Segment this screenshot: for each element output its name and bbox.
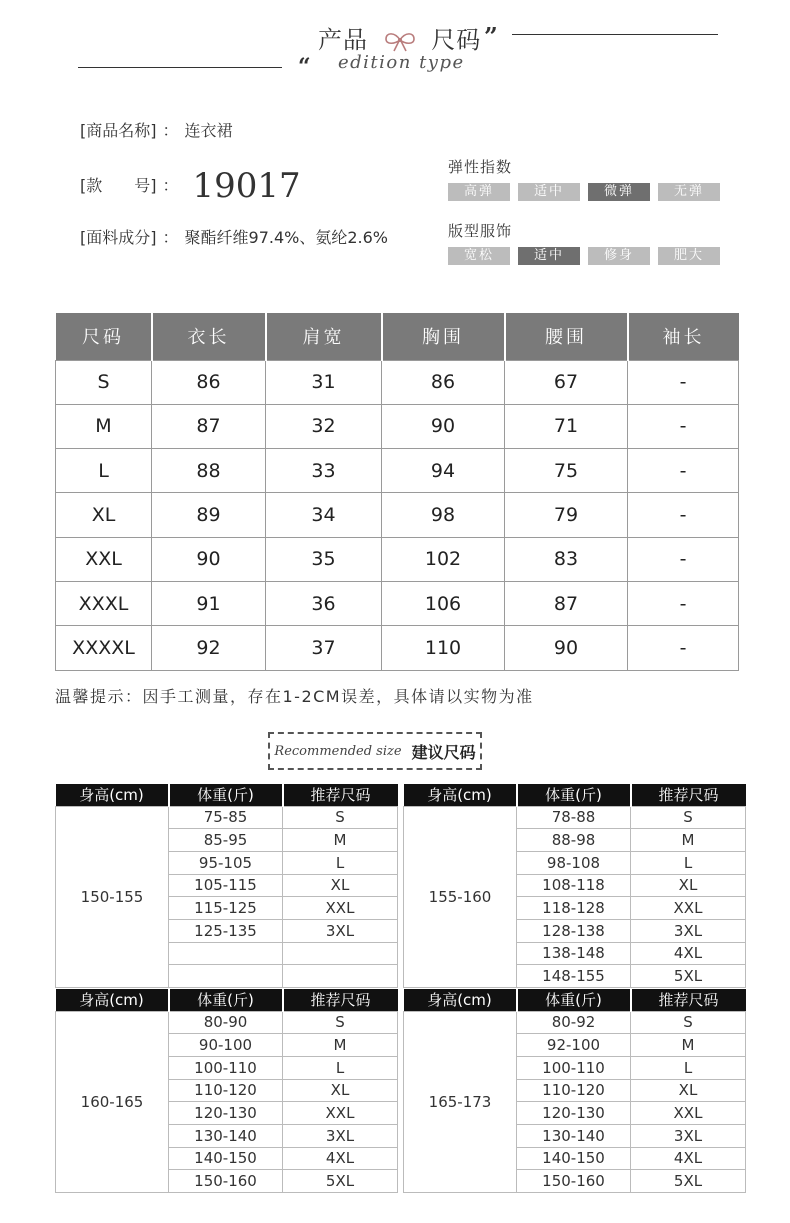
weight-range-cell: 128-138 [517, 919, 631, 942]
column-header: 体重(斤) [517, 784, 631, 806]
recommended-size-cell: XXL [631, 1102, 746, 1125]
recommended-size-cell: XXL [631, 897, 746, 920]
measurement-cell: 98 [382, 493, 505, 537]
separator: ： [162, 175, 179, 195]
table-row [56, 493, 739, 537]
weight-range-cell: 100-110 [517, 1056, 631, 1079]
recommended-size-cell: S [631, 1011, 746, 1034]
weight-range-cell: 115-125 [169, 897, 283, 920]
table-row [56, 404, 739, 448]
weight-range-cell: 125-135 [169, 919, 283, 942]
recommended-size-cell: 3XL [283, 1124, 398, 1147]
fit-chip: 肥大 [658, 247, 720, 265]
product-name-row [80, 118, 233, 141]
recommended-size-cell: M [631, 829, 746, 852]
recommended-size-cell: 5XL [631, 965, 746, 988]
measurement-cell: 87 [505, 581, 628, 625]
recommendation-table [55, 989, 398, 1193]
measurement-cell: 89 [152, 493, 266, 537]
title-right: 尺码 [431, 26, 482, 54]
table-row [56, 806, 398, 829]
size-cell: M [56, 404, 152, 448]
table-row [404, 1011, 746, 1034]
weight-range-cell: 80-90 [169, 1011, 283, 1034]
measurement-cell: 110 [382, 626, 505, 670]
recommended-size-cell [283, 965, 398, 988]
style-number-value: 19017 [192, 166, 301, 206]
column-header: 腰围 [505, 313, 628, 360]
table-row [56, 537, 739, 581]
weight-range-cell: 105-115 [169, 874, 283, 897]
style-number-label: [款 号] [80, 175, 157, 195]
measurement-cell: 102 [382, 537, 505, 581]
measurement-cell: 37 [266, 626, 382, 670]
column-header: 身高(cm) [56, 989, 169, 1011]
table-row [56, 360, 739, 404]
fit-chip-selected: 适中 [518, 247, 580, 265]
weight-range-cell: 130-140 [169, 1124, 283, 1147]
recommended-size-cell: S [283, 806, 398, 829]
elasticity-chip: 适中 [518, 183, 580, 201]
measurement-cell: 79 [505, 493, 628, 537]
size-cell: XXXL [56, 581, 152, 625]
weight-range-cell: 100-110 [169, 1056, 283, 1079]
recommendation-header [404, 784, 746, 806]
recommendation-table [55, 784, 398, 988]
height-range-cell: 165-173 [404, 1011, 517, 1193]
weight-range-cell: 120-130 [169, 1102, 283, 1125]
divider-right [512, 34, 718, 35]
fit-chip: 修身 [588, 247, 650, 265]
weight-range-cell [169, 942, 283, 965]
separator: ： [162, 228, 179, 247]
weight-range-cell: 148-155 [517, 965, 631, 988]
weight-range-cell: 80-92 [517, 1011, 631, 1034]
weight-range-cell: 140-150 [169, 1147, 283, 1170]
weight-range-cell: 90-100 [169, 1034, 283, 1057]
column-header: 尺码 [56, 313, 152, 360]
column-header: 身高(cm) [404, 989, 517, 1011]
column-header: 身高(cm) [56, 784, 169, 806]
recommended-size-cell: L [631, 851, 746, 874]
weight-range-cell: 98-108 [517, 851, 631, 874]
size-cell: S [56, 360, 152, 404]
size-table-header [56, 313, 739, 360]
measurement-cell: 34 [266, 493, 382, 537]
product-name-label: [商品名称] [80, 121, 157, 140]
recommendation-header [56, 784, 398, 806]
recommendation-table [403, 989, 746, 1193]
weight-range-cell: 140-150 [517, 1147, 631, 1170]
recommended-title: 建议尺码 [411, 742, 476, 762]
title-left: 产品 [318, 26, 368, 54]
recommended-script: Recommended size [274, 743, 402, 759]
weight-range-cell: 92-100 [517, 1034, 631, 1057]
measurement-cell: 90 [382, 404, 505, 448]
size-table [55, 313, 739, 671]
measurement-cell: 106 [382, 581, 505, 625]
recommended-size-cell: S [631, 806, 746, 829]
measurement-cell: - [628, 581, 739, 625]
recommended-size-cell: L [283, 851, 398, 874]
measurement-cell: - [628, 537, 739, 581]
recommended-size-cell: M [631, 1034, 746, 1057]
recommended-size-cell: 3XL [631, 1124, 746, 1147]
measurement-cell: - [628, 449, 739, 493]
fabric-label: [面料成分] [80, 228, 157, 247]
elasticity-chips [448, 183, 720, 201]
product-name-value: 连衣裙 [184, 121, 233, 140]
weight-range-cell: 118-128 [517, 897, 631, 920]
recommended-size-cell: XL [631, 874, 746, 897]
recommended-size-cell: 4XL [631, 942, 746, 965]
recommended-size-cell: 5XL [283, 1170, 398, 1193]
size-cell: XXXXL [56, 626, 152, 670]
recommended-size-cell: M [283, 829, 398, 852]
weight-range-cell: 110-120 [517, 1079, 631, 1102]
measurement-cell: - [628, 404, 739, 448]
quote-close: ” [484, 22, 498, 51]
measurement-cell: 31 [266, 360, 382, 404]
quote-open: “ [298, 54, 311, 80]
measurement-tip: 温馨提示：因手工测量，存在1-2CM误差，具体请以实物为准 [55, 687, 534, 706]
recommendation-header [404, 989, 746, 1011]
column-header: 肩宽 [266, 313, 382, 360]
recommended-size-cell: XXL [283, 897, 398, 920]
weight-range-cell: 85-95 [169, 829, 283, 852]
column-header: 身高(cm) [404, 784, 517, 806]
size-cell: XL [56, 493, 152, 537]
measurement-cell: 87 [152, 404, 266, 448]
measurement-cell: 86 [382, 360, 505, 404]
measurement-cell: 67 [505, 360, 628, 404]
column-header: 衣长 [152, 313, 266, 360]
recommended-size-cell [283, 942, 398, 965]
measurement-cell: - [628, 626, 739, 670]
column-header: 推荐尺码 [283, 989, 398, 1011]
weight-range-cell: 88-98 [517, 829, 631, 852]
fabric-row [80, 225, 388, 248]
measurement-cell: 94 [382, 449, 505, 493]
measurement-cell: 83 [505, 537, 628, 581]
measurement-cell: - [628, 360, 739, 404]
bow-icon [383, 30, 417, 52]
measurement-cell: 90 [152, 537, 266, 581]
measurement-cell: 91 [152, 581, 266, 625]
weight-range-cell: 108-118 [517, 874, 631, 897]
recommended-size-cell: XL [631, 1079, 746, 1102]
recommended-size-cell: M [283, 1034, 398, 1057]
recommendation-table [403, 784, 746, 988]
table-row [404, 806, 746, 829]
recommended-size-cell: L [283, 1056, 398, 1079]
elasticity-chip: 无弹 [658, 183, 720, 201]
recommended-size-cell: XL [283, 1079, 398, 1102]
weight-range-cell [169, 965, 283, 988]
separator: ： [162, 121, 179, 140]
weight-range-cell: 120-130 [517, 1102, 631, 1125]
measurement-cell: 86 [152, 360, 266, 404]
page-subtitle: edition type [338, 52, 465, 73]
height-range-cell: 155-160 [404, 806, 517, 988]
weight-range-cell: 95-105 [169, 851, 283, 874]
measurement-cell: 71 [505, 404, 628, 448]
measurement-cell: 32 [266, 404, 382, 448]
page-title [318, 20, 481, 55]
measurement-cell: 35 [266, 537, 382, 581]
table-row [56, 626, 739, 670]
weight-range-cell: 150-160 [517, 1170, 631, 1193]
fit-chips [448, 247, 720, 265]
recommended-size-cell: XL [283, 874, 398, 897]
size-cell: L [56, 449, 152, 493]
column-header: 推荐尺码 [283, 784, 398, 806]
column-header: 体重(斤) [169, 784, 283, 806]
style-number-row [80, 166, 301, 206]
size-cell: XXL [56, 537, 152, 581]
recommended-size-cell: S [283, 1011, 398, 1034]
fabric-value: 聚酯纤维97.4%、氨纶2.6% [184, 228, 388, 247]
recommendation-header [56, 989, 398, 1011]
weight-range-cell: 75-85 [169, 806, 283, 829]
table-row [56, 449, 739, 493]
table-row [56, 581, 739, 625]
recommended-size-cell: XXL [283, 1102, 398, 1125]
weight-range-cell: 110-120 [169, 1079, 283, 1102]
column-header: 推荐尺码 [631, 989, 746, 1011]
divider-left [78, 67, 282, 68]
measurement-cell: 75 [505, 449, 628, 493]
recommended-size-cell: 3XL [283, 919, 398, 942]
measurement-cell: 90 [505, 626, 628, 670]
recommended-size-cell: 3XL [631, 919, 746, 942]
fit-chip: 宽松 [448, 247, 510, 265]
measurement-cell: 92 [152, 626, 266, 670]
weight-range-cell: 78-88 [517, 806, 631, 829]
table-row [56, 1011, 398, 1034]
recommended-size-cell: 4XL [283, 1147, 398, 1170]
measurement-cell: - [628, 493, 739, 537]
weight-range-cell: 138-148 [517, 942, 631, 965]
column-header: 推荐尺码 [631, 784, 746, 806]
recommended-size-badge [268, 732, 482, 770]
fit-title: 版型服饰 [448, 222, 513, 240]
recommended-size-cell: 5XL [631, 1170, 746, 1193]
recommended-size-cell: L [631, 1056, 746, 1079]
height-range-cell: 150-155 [56, 806, 169, 988]
height-range-cell: 160-165 [56, 1011, 169, 1193]
column-header: 袖长 [628, 313, 739, 360]
measurement-cell: 88 [152, 449, 266, 493]
recommended-size-cell: 4XL [631, 1147, 746, 1170]
weight-range-cell: 130-140 [517, 1124, 631, 1147]
elasticity-title: 弹性指数 [448, 158, 513, 176]
weight-range-cell: 150-160 [169, 1170, 283, 1193]
elasticity-chip-selected: 微弹 [588, 183, 650, 201]
measurement-cell: 36 [266, 581, 382, 625]
column-header: 体重(斤) [169, 989, 283, 1011]
column-header: 体重(斤) [517, 989, 631, 1011]
elasticity-chip: 高弹 [448, 183, 510, 201]
measurement-cell: 33 [266, 449, 382, 493]
column-header: 胸围 [382, 313, 505, 360]
